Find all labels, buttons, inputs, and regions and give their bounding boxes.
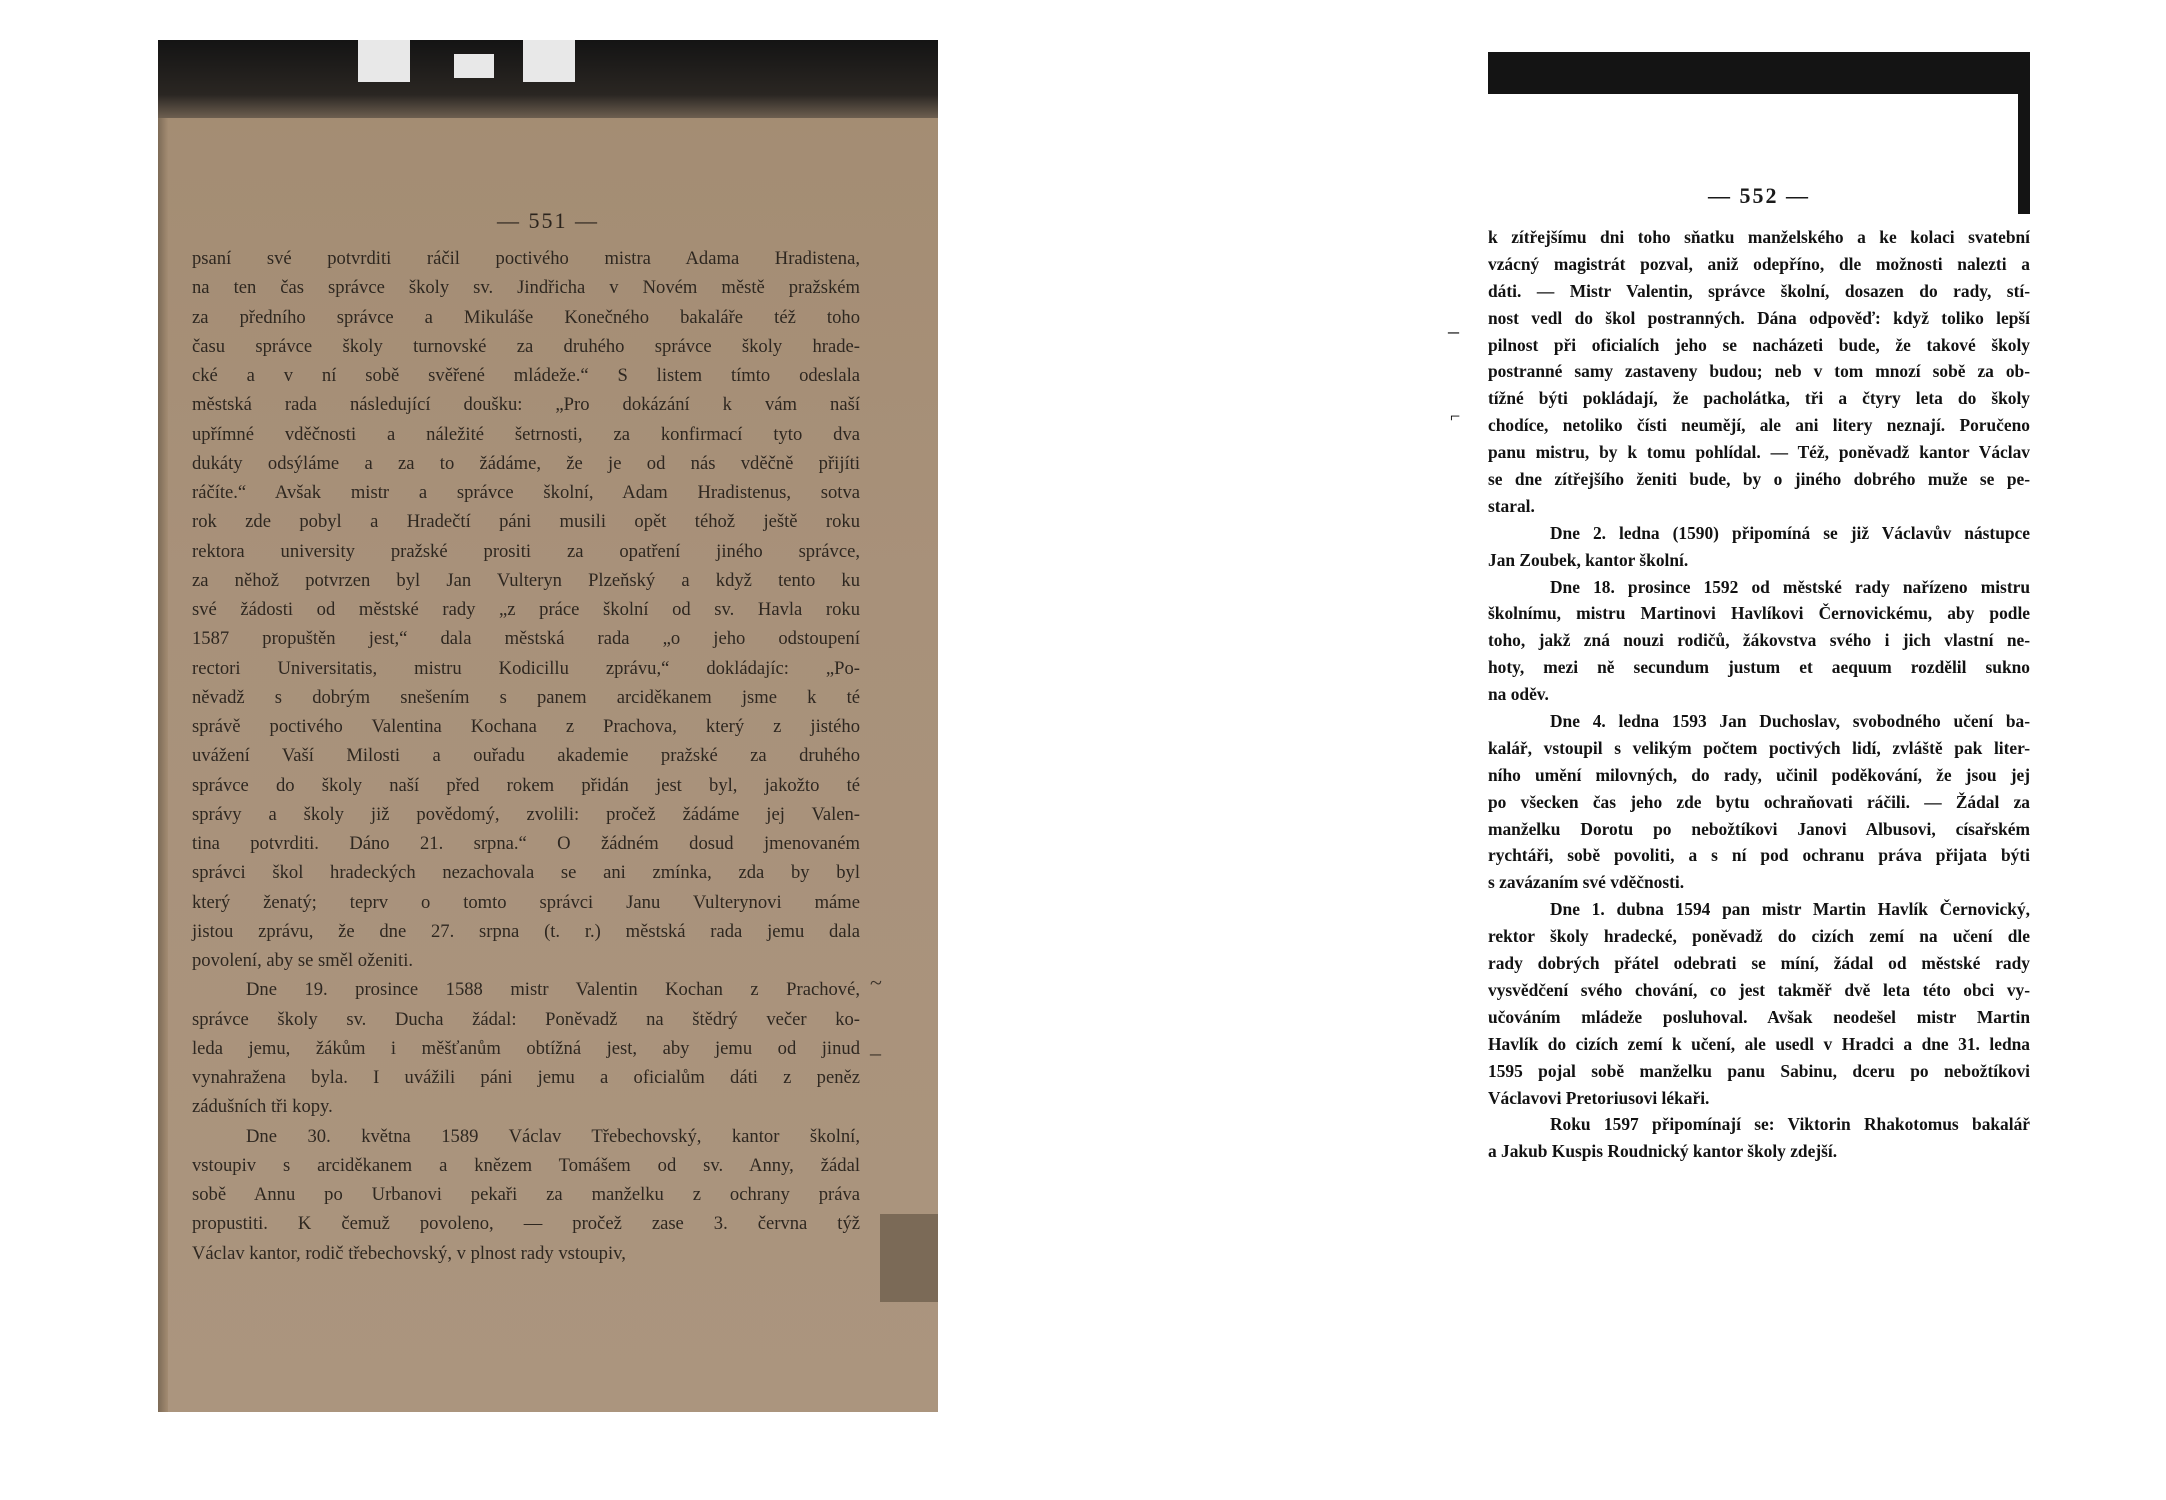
text-line: kalář, vstoupil s velikým počtem poctivých lidí, zvláště pak liter-	[1488, 737, 2030, 758]
page-body-text	[1488, 224, 2030, 1165]
text-line: Roku 1597 připomínají se: Viktorin Rhakotomus bakalář	[1550, 1114, 2030, 1135]
text-line: na oděv.	[1488, 684, 1549, 705]
text-line: povolení, aby se směl oženiti.	[192, 950, 414, 971]
text-line: panu mistru, by k tomu pohlídal. — Též, poněvadž kantor Václav	[1488, 442, 2030, 463]
text-line: chodíce, netoliko čísti neumějí, ale ani litery neznají. Poručeno	[1488, 415, 2030, 436]
text-line: Dne 19. prosince 1588 mistr Valentin Kochan z Prachové,	[246, 979, 860, 1001]
text-line: rektor školy hradecké, poněvadž do cizích zemí na učení dle	[1488, 926, 2030, 947]
text-line: Dne 1. dubna 1594 pan mistr Martin Havlík Černovický,	[1550, 899, 2030, 920]
text-line: vynahražena byla. I uvážili páni jemu a oficialům dáti z peněz	[192, 1067, 860, 1088]
text-line: se dne zítřejšího ženiti bude, by o jiného dobrého muže se pe-	[1488, 469, 2030, 490]
text-line: tina potvrditi. Dáno 21. srpna.“ O žádném dosud jmenovaném	[192, 833, 860, 854]
text-line: psaní své potvrditi ráčil poctivého mistra Adama Hradistena,	[192, 248, 860, 269]
text-line: času správce školy turnovské za druhého správce školy hrade-	[192, 335, 860, 357]
text-line: staral.	[1488, 495, 1535, 516]
scan-edge-bar	[1488, 52, 2030, 94]
page-body-text	[192, 244, 860, 1268]
text-line: vysvědčení svého chování, co jest takměř dvě leta této obci vy-	[1488, 979, 2030, 1000]
margin-mark: ~	[870, 970, 882, 995]
text-line: ního umění milovných, do rady, učinil poděkování, že jsou jej	[1488, 764, 2030, 785]
scan-artifact	[358, 40, 410, 82]
page-binding-shadow	[158, 118, 168, 1412]
scan-edge-bar	[158, 40, 938, 118]
text-line: jistou zprávu, že dne 27. srpna (t. r.) městská rada jemu dala	[192, 920, 860, 942]
text-line: rok zde pobyl a Hradečtí páni musili opět téhož ještě roku	[192, 511, 860, 533]
text-line: správy a školy již povědomý, zvolili: pročež žádáme jej Valen-	[192, 803, 860, 825]
text-line: s zavázaním své vděčnosti.	[1488, 872, 1685, 893]
text-line: správce školy sv. Ducha žádal: Poněvadž na štědrý večer ko-	[192, 1008, 860, 1030]
text-line: leda jemu, žákům i měšťanům obtížná jest, aby jemu od jinud	[192, 1037, 860, 1059]
right-page	[1488, 52, 2030, 1382]
text-line: toho, jakž zná nouzi rodičů, žákovstva svého i jich vlastní ne-	[1488, 630, 2030, 651]
text-line: za něhož potvrzen byl Jan Vulteryn Plzeňský a když tento ku	[192, 569, 860, 591]
text-line: Jan Zoubek, kantor školní.	[1488, 549, 1689, 570]
margin-mark: –	[870, 1040, 881, 1065]
text-line: správci škol hradeckých nezachovala se ani zmínka, zda by byl	[192, 862, 860, 884]
text-line: své žádosti od městské rady „z práce školní od sv. Havla roku	[192, 599, 860, 620]
text-line: dukáty odsýláme a za to žádáme, že je od nás vděčně přijíti	[192, 452, 860, 474]
text-line: hoty, mezi ně secundum justum et aequum rozdělil sukno	[1488, 657, 2030, 678]
text-line: Dne 4. ledna 1593 Jan Duchoslav, svobodného učení ba-	[1550, 711, 2030, 732]
scan-artifact	[523, 40, 575, 82]
text-line: Dne 2. ledna (1590) připomíná se již Václavův nástupce	[1550, 522, 2030, 543]
text-line: školnímu, mistru Martinovi Havlíkovi Černovickému, aby podle	[1488, 603, 2030, 624]
text-line: dáti. — Mistr Valentin, správce školní, dosazen do rady, stí-	[1488, 280, 2030, 301]
text-line: rektora university pražské prositi za opatření jiného správce,	[192, 540, 860, 562]
text-line: správě poctivého Valentina Kochana z Prachova, který z jistého	[192, 716, 860, 737]
text-line: nost vedl do škol postranných. Dána odpověď: když toliko lepší	[1488, 307, 2030, 328]
text-line: Dne 30. května 1589 Václav Třebechovský, kantor školní,	[246, 1125, 860, 1147]
text-line: pilnost při oficialích jeho se nacházeti bude, že takové školy	[1488, 334, 2030, 355]
scan-artifact	[880, 1214, 938, 1302]
text-line: postranné samy zastaveny budou; neb v tom mnozí sobě za ob-	[1488, 361, 2030, 382]
text-line: 1595 pojal sobě manželku panu Sabinu, dceru po nebožtíkovi	[1488, 1060, 2030, 1081]
text-line: který ženatý; teprv o tomto správci Janu Vulterynovi máme	[192, 891, 860, 913]
text-line: 1587 propuštěn jest,“ dala městská rada „o jeho odstoupení	[192, 628, 860, 650]
left-page	[158, 40, 938, 1412]
margin-mark: ⌐	[1450, 406, 1461, 426]
text-line: ráčíte.“ Avšak mistr a správce školní, Adam Hradistenus, sotva	[192, 482, 860, 503]
text-line: Václav kantor, rodič třebechovský, v plnost rady vstoupiv,	[192, 1242, 626, 1264]
text-line: uvážení Vaší Milosti a ouřadu akademie pražské za druhého	[192, 745, 860, 767]
text-line: sobě Annu po Urbanovi pekaři za manželku z ochrany práva	[192, 1184, 860, 1205]
page-number: — 551 —	[497, 208, 599, 233]
text-line: na ten čas správce školy sv. Jindřicha v Novém městě pražském	[192, 277, 860, 299]
text-line: Havlík do cizích zemí k učení, ale usedl v Hradci a dne 31. ledna	[1488, 1033, 2030, 1054]
text-line: vzácný magistrát pozval, aniž odepříno, dle možnosti nalezti a	[1488, 253, 2030, 274]
text-line: rady dobrých přátel odebrati se míní, žádal od městské rady	[1488, 953, 2030, 974]
text-line: k zítřejšímu dni toho sňatku manželského a ke kolaci svatební	[1488, 227, 2030, 247]
page-number: — 552 —	[1708, 183, 1810, 208]
scan-artifact	[454, 54, 494, 78]
text-line: vstoupiv s arciděkanem a knězem Tomášem od sv. Anny, žádal	[192, 1154, 860, 1176]
text-line: tížné býti pokládají, že pacholátka, tři a čtyry leta do školy	[1488, 388, 2030, 409]
text-line: a Jakub Kuspis Roudnický kantor školy zdejší.	[1488, 1141, 1838, 1162]
text-line: Václavovi Pretoriusovi lékaři.	[1488, 1087, 1710, 1108]
text-line: manželku Dorotu po nebožtíkovi Janovi Albusovi, císařském	[1488, 818, 2030, 839]
text-line: správce do školy naší před rokem přidán jest byl, jakožto té	[192, 774, 860, 796]
text-line: Dne 18. prosince 1592 od městské rady nařízeno mistru	[1550, 576, 2030, 597]
text-line: zádušních tři kopy.	[192, 1096, 333, 1118]
text-line: po všecken čas jeho zde bytu ochraňovati ráčili. — Žádal za	[1488, 791, 2030, 812]
text-line: za předního správce a Mikuláše Konečného bakaláře též toho	[192, 306, 860, 328]
text-line: cké a v ní sobě svěřené mládeže.“ S listem tímto odeslala	[192, 365, 860, 386]
text-line: něvadž s dobrým snešením s panem arciděkanem jsme k té	[192, 686, 860, 708]
text-line: rychtáři, sobě povoliti, a s ní pod ochranu práva přijata býti	[1488, 845, 2030, 866]
text-line: městská rada následující doušku: „Pro dokázání k vám naší	[192, 394, 860, 416]
text-line: učováním mládeže posluhoval. Avšak neodešel mistr Martin	[1488, 1006, 2030, 1027]
margin-mark: –	[1448, 318, 1459, 343]
text-line: upřímné vděčnosti a náležité šetrnosti, za konfirmací tyto dva	[192, 423, 860, 445]
text-line: propustiti. K čemuž povoleno, — pročež zase 3. června týž	[192, 1213, 860, 1235]
text-line: rectori Universitatis, mistru Kodicillu zprávu,“ dokládajíc: „Po-	[192, 657, 860, 679]
